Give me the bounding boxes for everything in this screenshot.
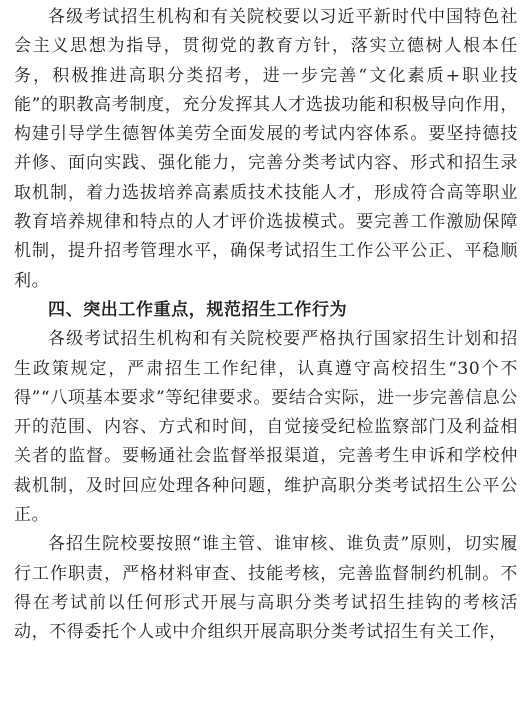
body-paragraph: 各招生院校要按照“谁主管、谁审核、谁负责”原则，切实履行工作职责，严格材料审查、技能考核，完善监督制约机制。不得在考试前以任何形式开展与高职分类考试招生挂钩的考核活动，不得委托个人或中介组织开展高职分类考试招生有关工作，	[14, 534, 518, 643]
body-paragraph: 各级考试招生机构和有关院校要严格执行国家招生计划和招生政策规定，严肃招生工作纪律，认真遵守高校招生“30个不得”“八项基本要求”等纪律要求。要结合实际，进一步完善信息公开的范围、内容、方式和时间，自觉接受纪检监察部门及利益相关者的监督。要畅通社会监督举报渠道，完善考生申诉和学校仲裁机制，及时回应处理各种问题，维护高职分类考试招生公平公正。	[14, 329, 518, 526]
body-paragraph: 各级考试招生机构和有关院校要以习近平新时代中国特色社会主义思想为指导，贯彻党的教育方针，落实立德树人根本任务，积极推进高职分类招考，进一步完善“文化素质+职业技能”的职教高考制度，充分发挥其人才选拔功能和积极导向作用，构建引导学生德智体美劳全面发展的考试内容体系。要坚持德技并修、面向实践、强化能力，完善分类考试内容、形式和招生录取机制，着力选拔培养高素质技术技能人才，形成符合高等职业教育培养规律和特点的人才评价选拔模式。要完善工作激励保障机制，提升招考管理水平，确保考试招生工作公平公正、平稳顺利。	[14, 7, 518, 291]
section-heading: 四、突出工作重点，规范招生工作行为	[48, 299, 348, 320]
